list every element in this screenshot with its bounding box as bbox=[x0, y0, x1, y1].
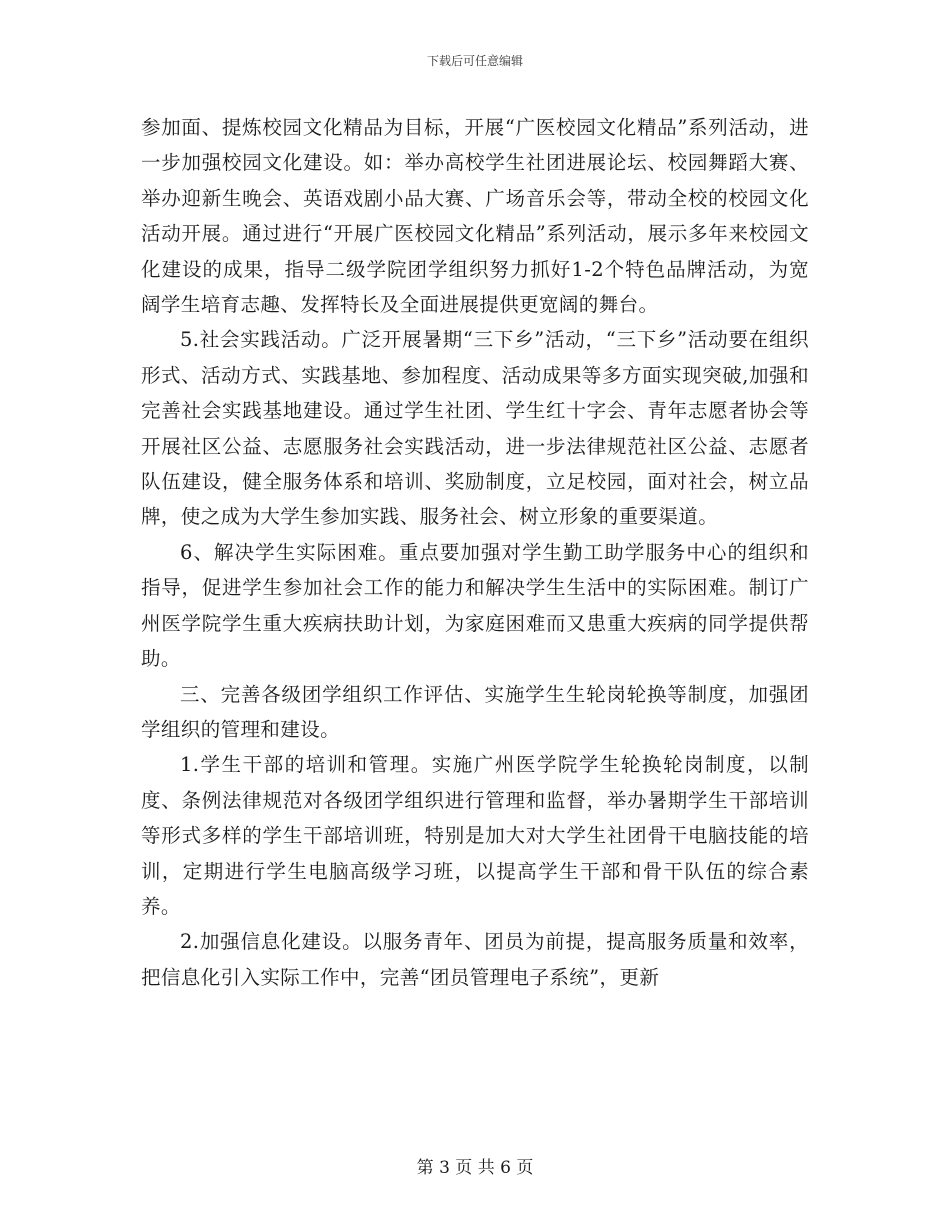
paragraph-social-practice: 5.社会实践活动。广泛开展暑期“三下乡”活动，“三下乡”活动要在组织形式、活动方式、实践基地、参加程度、活动成果等多方面实现突破,加强和完善社会实践基地建设。通过学生社团、学生红十字会、青年志愿者协会等开展社区公益、志愿服务社会实践活动，进一步法律规范社区公益、志愿者队伍建设，健全服务体系和培训、奖励制度，立足校园，面对社会，树立品牌，使之成为大学生参加实践、服务社会、树立形象的重要渠道。 bbox=[141, 328, 809, 529]
paragraph-cadre-training: 1.学生干部的培训和管理。实施广州医学院学生轮换轮岗制度，以制度、条例法律规范对各级团学组织进行管理和监督，举办暑期学生干部培训等形式多样的学生干部培训班，特别是加大对大学生社团骨干电脑技能的培训，定期进行学生电脑高级学习班，以提高学生干部和骨干队伍的综合素养。 bbox=[141, 753, 809, 918]
paragraph-informatization: 2.加强信息化建设。以服务青年、团员为前提，提高服务质量和效率，把信息化引入实际工作中，完善“团员管理电子系统”，更新 bbox=[141, 930, 809, 989]
paragraph-student-difficulties: 6、解决学生实际困难。重点要加强对学生勤工助学服务中心的组织和指导，促进学生参加社会工作的能力和解决学生生活中的实际困难。制订广州医学院学生重大疾病扶助计划，为家庭困难而又患重大疾病的同学提供帮助。 bbox=[141, 540, 809, 671]
paragraph-culture-activities: 参加面、提炼校园文化精品为目标，开展“广医校园文化精品”系列活动，进一步加强校园文化建设。如：举办高校学生社团进展论坛、校园舞蹈大赛、举办迎新生晚会、英语戏剧小品大赛、广场音乐会等，带动全校的校园文化活动开展。通过进行“开展广医校园文化精品”系列活动，展示多年来校园文化建设的成果，指导二级学院团学组织努力抓好1-2个特色品牌活动，为宽阔学生培育志趣、发挥特长及全面进展提供更宽阔的舞台。 bbox=[141, 116, 809, 317]
page-header: 下载后可任意编辑 bbox=[426, 54, 523, 68]
section-heading-three: 三、完善各级团学组织工作评估、实施学生生轮岗轮换等制度，加强团学组织的管理和建设。 bbox=[141, 682, 809, 741]
page-footer: 第 3 页 共 6 页 bbox=[416, 1158, 534, 1178]
document-body bbox=[141, 110, 809, 995]
